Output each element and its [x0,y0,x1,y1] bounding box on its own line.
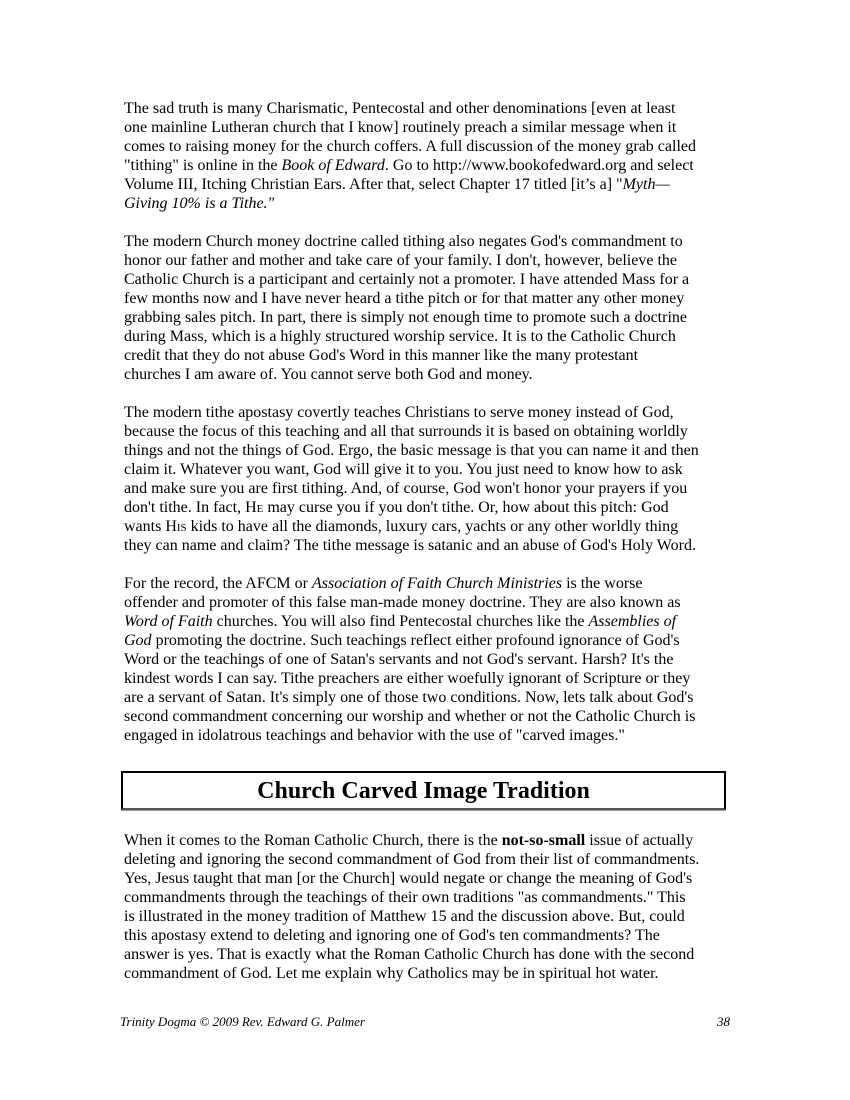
text-run: When it comes to the Roman Catholic Church, there is the [124,832,502,849]
text-run: promoting the doctrine. Such teachings reflect either profound ignorance of God's [151,632,680,649]
text-run: credit that they do not abuse God's Word in this manner like the many protestant [124,347,639,364]
text-run: Yes, Jesus taught that man [or the Church] would negate or change the meaning of God's [124,870,693,887]
text-line [124,650,732,669]
text-line [124,327,732,346]
text-run: they can name and claim? The tithe message is satanic and an abuse of God's Holy Word. [124,537,696,554]
text-line [124,99,732,118]
text-run: grabbing sales pitch. In part, there is simply not enough time to promote such a doctrine [124,309,687,326]
text-run: don't tithe. In fact, [124,499,246,516]
text-run: churches. You will also find Pentecostal churches like the [212,613,589,630]
body-text-lower [124,831,732,1002]
text-line [124,460,732,479]
italic-title: God [124,632,152,649]
text-run: churches I am aware of. You cannot serve both God and money. [124,366,533,383]
paragraph [124,574,732,745]
text-run: . Go to http://www.bookofedward.org and select [384,157,694,174]
text-run: commandment of God. Let me explain why Catholics may be in spiritual hot water. [124,965,659,982]
page-footer [120,1014,730,1030]
text-run: kindest words I can say. Tithe preachers are either woefully ignorant of Scripture or they [124,670,691,687]
paragraph [124,403,732,555]
text-line [124,156,732,175]
italic-title: Giving 10% is a Tithe." [124,195,275,212]
section-heading-box [121,771,726,810]
section-heading: Church Carved Image Tradition [257,777,590,804]
text-line [124,346,732,365]
text-line [124,669,732,688]
text-line [124,964,732,983]
text-line [124,688,732,707]
text-run: "tithing" is online in the [124,157,282,174]
text-line [124,907,732,926]
text-line [124,945,732,964]
text-line [124,593,732,612]
text-line [124,869,732,888]
text-run: claim it. Whatever you want, God will give it to you. You just need to know how to ask [124,461,683,478]
text-run: For the record, the AFCM or [124,575,312,592]
text-line [124,574,732,593]
text-run: kids to have all the diamonds, luxury cars, yachts or any other worldly thing [186,518,679,535]
body-text-upper [124,99,732,764]
text-run: The modern Church money doctrine called tithing also negates God's commandment to [124,233,683,250]
text-line [124,232,732,251]
text-line [124,498,732,517]
italic-title: Book of Edward [281,157,385,174]
page-number: 38 [717,1014,730,1029]
text-line [124,517,732,536]
text-run: engaged in idolatrous teachings and behavior with the use of "carved images." [124,727,625,744]
text-run: because the focus of this teaching and all that surrounds it is based on obtaining worldly [124,423,688,440]
text-line [124,631,732,650]
text-run: Volume III, Itching Christian Ears. After that, select Chapter 17 titled [it’s a] " [124,176,623,193]
text-line [124,726,732,745]
text-line [124,850,732,869]
footer-copyright: Trinity Dogma © 2009 Rev. Edward G. Palmer [120,1014,365,1029]
bold-emphasis: not-so-small [501,832,586,849]
text-run: few months now and I have never heard a tithe pitch or for that matter any other money [124,290,685,307]
text-run: one mainline Lutheran church that I know] routinely preach a similar message when it [124,119,677,136]
text-line [124,137,732,156]
paragraph [124,232,732,384]
text-run: honor our father and mother and take care of your family. I don't, however, believe the [124,252,677,269]
text-run: issue of actually [585,832,694,849]
text-line [124,926,732,945]
text-line [124,888,732,907]
text-line [124,251,732,270]
text-line [124,441,732,460]
text-run: is the worse [562,575,643,592]
text-line [124,175,732,194]
text-line [124,289,732,308]
italic-title: Word of Faith [124,613,213,630]
text-run: deleting and ignoring the second commandment of God from their list of commandments. [124,851,700,868]
text-line [124,270,732,289]
text-run: comes to raising money for the church coffers. A full discussion of the money grab called [124,138,696,155]
text-run: answer is yes. That is exactly what the Roman Catholic Church has done with the second [124,946,695,963]
text-run: is illustrated in the money tradition of Matthew 15 and the discussion above. But, could [124,908,685,925]
text-run: are a servant of Satan. It's simply one of those two conditions. Now, lets talk about God's [124,689,694,706]
italic-title: Assemblies of [588,613,677,630]
text-line [124,831,732,850]
paragraph [124,831,732,983]
text-run: commandments through the teachings of their own traditions "as commandments." This [124,889,686,906]
text-run: The sad truth is many Charismatic, Pentecostal and other denominations [even at least [124,100,676,117]
text-line [124,365,732,384]
text-line [124,536,732,555]
text-line [124,707,732,726]
text-run: may curse you if you don't tithe. Or, how about this pitch: God [263,499,669,516]
text-run: during Mass, which is a highly structured worship service. It is to the Catholic Church [124,328,676,345]
text-line [124,194,732,213]
text-line [124,118,732,137]
text-line [124,403,732,422]
text-run: and make sure you are first tithing. And, of course, God won't honor your prayers if you [124,480,688,497]
text-run: this apostasy extend to deleting and ignoring one of God's ten commandments? The [124,927,660,944]
text-line [124,308,732,327]
text-run: Catholic Church is a participant and certainly not a promoter. I have attended Mass for a [124,271,690,288]
text-run: wants [124,518,166,535]
small-caps-pronoun: He [245,499,264,516]
italic-title: Association of Faith Church Ministries [311,575,563,592]
small-caps-pronoun: His [165,518,187,535]
paragraph [124,99,732,213]
italic-title: Myth— [622,176,670,193]
text-line [124,479,732,498]
text-run: offender and promoter of this false man-made money doctrine. They are also known as [124,594,681,611]
text-run: second commandment concerning our worship and whether or not the Catholic Church is [124,708,696,725]
text-line [124,612,732,631]
text-run: The modern tithe apostasy covertly teaches Christians to serve money instead of God, [124,404,674,421]
text-line [124,422,732,441]
text-run: things and not the things of God. Ergo, the basic message is that you can name it and then [124,442,699,459]
text-run: Word or the teachings of one of Satan's servants and not God's servant. Harsh? It's the [124,651,674,668]
